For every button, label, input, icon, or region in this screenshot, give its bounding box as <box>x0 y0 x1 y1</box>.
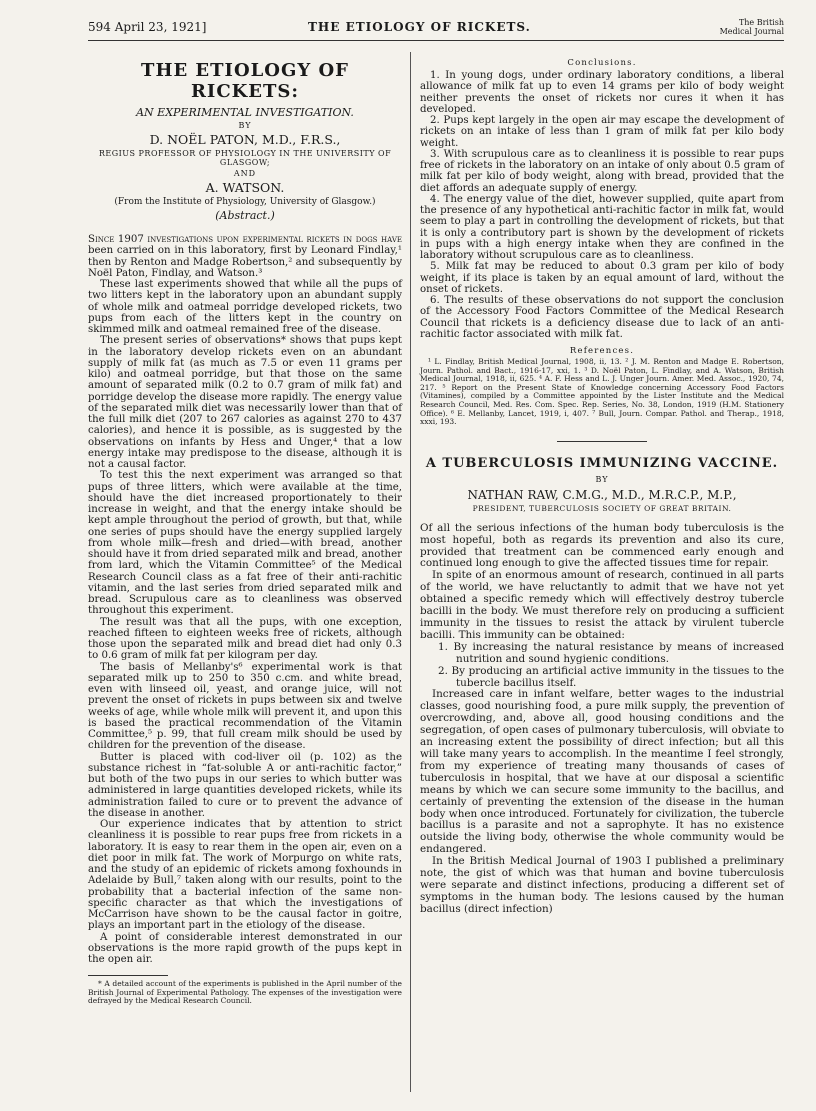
list-item: 2. By producing an artificial active immunity in the tissues to the tubercle bacillus itself. <box>438 664 784 689</box>
body-paragraph: In the British Medical Journal of 1903 I published a preliminary note, the gist of which was that human and bovine tuberculosis were separate and distinct infections, producing a different set of symptoms in the human body. The lesions caused by the human bacillus (direct infection) <box>420 855 784 915</box>
list-item: 1. By increasing the natural resistance by means of increased nutrition and sound hygienic conditions. <box>438 640 784 665</box>
author-name: NATHAN RAW, C.M.G., M.D., M.R.C.P., M.P., <box>467 487 737 502</box>
references-heading: References. <box>569 346 635 356</box>
institution-note: (From the Institute of Physiology, University of Glasgow.) <box>114 197 376 207</box>
conclusions-heading: Conclusions. <box>567 58 637 68</box>
article-title: THE ETIOLOGY OF RICKETS: <box>141 60 349 102</box>
author-name: A. WATSON. <box>205 180 285 195</box>
and-line: AND <box>233 169 257 178</box>
body-paragraph: Increased care in infant welfare, better wages to the industrial classes, good nourishing food, a pure milk supply, the prevention of overcrowding, and, above all, good housing conditions and the segregation, of open cases of pulmonary tuberculosis, will obviate to an increasing extent the possibility of direct infection; but all this will take many years to accomplish. In the meantime I feel strongly, from my experience of treating many thousands of cases of tuberculosis in hospital, that we have at our disposal a scientific means by which we can secure some immunity to the bacillus, and certainly of preventing the extension of the disease in the human body when once introduced. Fortunately for civilization, the tubercle bacillus is a parasite and not a saprophyte. It has no existence outside the living body, otherwise the whole community would be endangered. <box>420 688 784 856</box>
body-paragraph: Of all the serious infections of the human body tuberculosis is the most hopeful, both as regards its prevention and also its cure, provided that treatment can be commenced early enough and continued long enough to give the affected tissues time for repair. <box>420 521 784 570</box>
article-title: A TUBERCULOSIS IMMUNIZING VACCINE. <box>425 455 779 471</box>
footnote: * A detailed account of the experiments is published in the April number of the British Journal of Experimental Pathology. The expenses of the investigation were defrayed by the Medical Research Council. <box>88 979 402 1006</box>
body-paragraph: In spite of an enormous amount of research, continued in all parts of the world, we have reluctantly to admit that we have not yet obtained a specific remedy which will effectively destroy tubercle bacilli in the body. We must therefore rely on producing a sufficient immunity in the tissues to resist the attack by virulent tubercle bacilli. This immunity can be obtained: <box>420 569 784 641</box>
body-paragraph: The present series of observations* shows that pups kept in the laboratory develop rickets even on an abundant supply of milk fat (as much as 7.5 or even 11 grams per kilo) and oatmeal porridge, but that those on the same amount of separated milk (0.2 to 0.7 gram of milk fat) and porridge develop the disease more rapidly. The energy value of the separated milk diet was necessarily lower than that of the full milk diet (207 to 267 calories as against 270 to 437 calories), and hence it is possible, as is suggested by the observations on infants by Hess and Unger,⁴ that a low energy intake may predispose to the disease, although it is not a causal factor. <box>88 335 402 470</box>
conclusion-item: 3. With scrupulous care as to cleanliness it is possible to rear pups free of rickets in the laboratory on an intake of only about 0.5 gram of milk fat per kilo of body weight, along with bread, provided that the diet affords an adequate supply of energy. <box>420 148 784 194</box>
section-rule <box>557 441 647 442</box>
abstract-label: (Abstract.) <box>215 209 275 222</box>
column-divider <box>410 52 411 1092</box>
author-affiliation: REGIUS PROFESSOR OF PHYSIOLOGY IN THE UNIVERSITY OF GLASGOW; <box>98 149 392 167</box>
conclusion-item: 2. Pups kept largely in the open air may escape the development of rickets on an intake of less than 1 gram of milk fat per kilo body weight. <box>420 115 784 149</box>
running-header <box>88 18 784 41</box>
footnote-rule <box>88 975 168 976</box>
journal-mark-line2: Medical Journal <box>719 27 784 36</box>
page-number-date: 594 April 23, 1921] <box>88 20 207 34</box>
body-paragraph: Butter is placed with cod-liver oil (p. 102) as the substance richest in “fat-soluble A or anti-rachitic factor,” but both of the two pups in our series to which butter was administered in large quantities developed rickets, while its administration failed to cure or to prevent the advance of the disease in another. <box>88 751 402 819</box>
author-name: D. NOËL PATON, M.D., F.R.S., <box>149 132 341 147</box>
references-list: ¹ L. Findlay, British Medical Journal, 1908, ii, 13. ² J. M. Renton and Madge E. Robertson, Journ. Pathol. and Bact., 1916-17, xxi, 1. ³ D. Noël Paton, L. Findlay, and A. Watson, British Medical Journal, 1918, ii, 625. ⁴ A. F. Hess and L. J. Unger Journ. Amer. Med. Assoc., 1920, 74, 217. ⁵ Report on the Present State of Knowledge concerning Accessory Food Factors (Vitamines), compiled by a Committee appointed by the Lister Institute and the Medical Research Council, Med. Res. Com. Spec. Rep. Series, No. 38, London, 1919 (H.M. Stationery Office). ⁶ E. Mellanby, Lancet, 1919, i, 407. ⁷ Bull, Journ. Compar. Pathol. and Therap., 1918, xxxi, 193. <box>420 357 784 427</box>
author-affiliation: PRESIDENT, TUBERCULOSIS SOCIETY OF GREAT BRITAIN. <box>472 503 732 513</box>
conclusion-item: 5. Milk fat may be reduced to about 0.3 gram per kilo of body weight, if its place is taken by an equal amount of lard, without the onset of rickets. <box>420 261 784 295</box>
right-column <box>420 52 784 916</box>
body-paragraph: The result was that all the pups, with one exception, reached fifteen to eighteen weeks free of rickets, although those upon the separated milk and bread diet had only 0.3 to 0.6 gram of milk fat per kilogram per day. <box>88 616 402 662</box>
journal-mark <box>720 18 784 36</box>
body-paragraph: Our experience indicates that by attention to strict cleanliness it is possible to rear pups free from rickets in a laboratory. It is easy to rear them in the open air, even on a diet poor in milk fat. The work of Morpurgo on white rats, and the study of an epidemic of rickets among foxhounds in Adelaide by Bull,⁷ taken along with our results, point to the probability that a bacterial infection of the same non-specific character as that which the investigations of McCarrison have shown to be the causal factor in goitre, plays an important part in the etiology of the disease. <box>88 819 402 932</box>
journal-mark-line1: The British <box>738 18 784 27</box>
body-paragraph: To test this the next experiment was arranged so that pups of three litters, which were available at the time, should have the diet increased proportionately to their increase in weight, and that the energy intake should be kept ample throughout the period of growth, but that, while one series of pups should have the energy supplied largely from whole milk—fresh and dried—with bread, another should have it from dried separated milk and bread, another from lard, which the Vitamin Committee⁵ of the Medical Research Council class as a fat free of their anti-rachitic vitamin, and the last series from dried separated milk and bread. Scrupulous care as to cleanliness was observed throughout this experiment. <box>88 470 402 617</box>
article-subtitle: AN EXPERIMENTAL INVESTIGATION. <box>136 106 354 119</box>
by-line: BY <box>595 474 609 484</box>
body-paragraph: The basis of Mellanby's⁶ experimental work is that separated milk up to 250 to 350 c.cm. and white bread, even with linseed oil, yeast, and orange juice, will not prevent the onset of rickets in pups between six and twelve weeks of age, while whole milk will prevent it, and upon this is based the practical recommendation of the Vitamin Committee,⁵ p. 99, that full cream milk should be used by children for the prevention of the disease. <box>88 661 402 752</box>
left-column <box>88 52 402 1006</box>
body-paragraph: Since 1907 investigations upon experimental rickets in dogs have been carried on in this laboratory, first by Leonard Findlay,¹ then by Renton and Madge Robertson,² and subsequently by Noël Paton, Findlay, and Watson.³ <box>88 234 402 279</box>
by-line: BY <box>238 121 252 130</box>
body-paragraph: These last experiments showed that while all the pups of two litters kept in the laboratory upon an abundant supply of whole milk and oatmeal porridge developed rickets, two pups from each of the litters kept in the country on skimmed milk and oatmeal remained free of the disease. <box>88 279 402 335</box>
running-title: THE ETIOLOGY OF RICKETS. <box>308 20 531 34</box>
conclusion-item: 6. The results of these observations do not support the conclusion of the Accessory Food Factors Committee of the Medical Research Council that rickets is a deficiency disease due to lack of an anti-rachitic factor associated with milk fat. <box>420 295 784 340</box>
body-paragraph: A point of considerable interest demonstrated in our observations is the more rapid growth of the pups kept in the open air. <box>88 931 402 965</box>
conclusion-item: 4. The energy value of the diet, however supplied, quite apart from the presence of any hypothetical anti-rachitic factor in milk fat, would seem to play a part in controlling the development of rickets, but that it is only a contributory part is shown by the development of rickets in pups with a high energy intake when they are confined in the laboratory without scrupulous care as to cleanliness. <box>420 193 784 261</box>
conclusion-item: 1. In young dogs, under ordinary laboratory conditions, a liberal allowance of milk fat up to even 14 grams per kilo of body weight neither prevents the onset of rickets nor cures it when it has developed. <box>420 70 784 115</box>
